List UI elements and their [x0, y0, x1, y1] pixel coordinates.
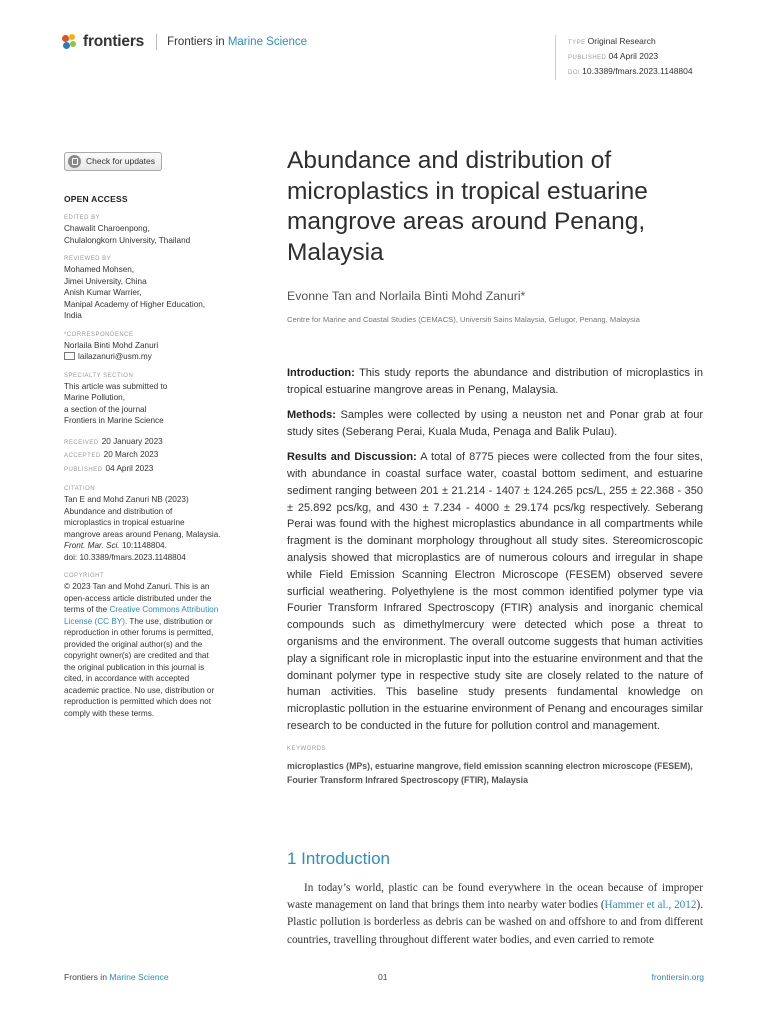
abstract-results: Results and Discussion: A total of 8775 pieces were collected from the four sites, with abundance in coastal surface water, coastal bottom sediment, and estuarine sediment ranging between 201 ± 21.214 - 1407 ± 124.265 pcs/L, 255 ± 22.368 - 350 ± 25.892 pcs/kg, and 430 ± 7.234 - 4000 ± 29.174 pcs/kg respectively. Seberang Perai was found with the highest microplastics abundance in all compartments while fragment is the dominant morphology throughout all study sites. Stereomicroscopic analysis showed that microplastics are of numerous colours and irregular in shape while Field Emission Scanning Electron Microscope (FESEM) observed severe surficial weathering. Polyethylene is the most common identified polymer type via Fourier Transform Infrared Spectroscopy (FTIR) analysis and inorganic chemical compounds such as dimethylmercury were detected which pose a threat to organisms and the environment. The overall outcome suggests that human activities play a significant role in microplastic input into the estuarine environment and that the dominant polymer type in respective study site are closely related to the nature of human activities. This baseline study presents fundamental knowledge on microplastic pollution in the estuarine environment of Penang and encourages similar research to be conducted in the future for pollution control and management. [287, 451, 703, 732]
article-dates: RECEIVED 20 January 2023 ACCEPTED 20 March 2023 PUBLISHED 04 April 2023 [64, 436, 163, 473]
publisher-logo[interactable] [62, 33, 307, 51]
article-meta [555, 35, 693, 80]
mail-icon [64, 352, 75, 360]
citation: CITATION Tan E and Mohd Zanuri NB (2023) Abundance and distribution of microplastics in tropical estuarine mangrove areas around Penang, Malaysia. Front. Mar. Sci. 10:1148804. doi: 10.3389/fmars.2023.1148804 [64, 485, 249, 563]
correspondence: *CORRESPONDENCE Norlaila Binti Mohd Zanuri lailazanuri@usm.my [64, 331, 249, 363]
cc-by-link[interactable]: License (CC BY). [64, 616, 128, 626]
journal-name[interactable]: Frontiers in Marine Science [167, 36, 308, 48]
article-authors: Evonne Tan and Norlaila Binti Mohd Zanuri* [287, 289, 526, 303]
citation-doi[interactable]: doi: 10.3389/fmars.2023.1148804 [64, 552, 186, 562]
keywords-label: KEYWORDS [287, 746, 327, 752]
update-badge-icon [68, 155, 81, 168]
article-sidebar [64, 150, 249, 719]
specialty-section: SPECIALTY SECTION This article was submitted to Marine Pollution, a section of the journal Frontiers in Marine Science [64, 372, 168, 425]
publisher-name: frontiers [83, 33, 145, 50]
abstract-methods: Methods: Samples were collected by using a neuston net and Ponar grab at four study sites (Seberang Perai, Kuala Muda, Penaga and Balik Pulau). [287, 409, 703, 438]
frontiers-logo-icon [62, 34, 78, 50]
footer-journal: Frontiers in Marine Science [64, 972, 169, 982]
author-affiliation: Centre for Marine and Coastal Studies (CEMACS), Universiti Sains Malaysia, Gelugor, Penang, Malaysia [287, 315, 640, 324]
cc-license-link[interactable]: Creative Commons Attribution [109, 605, 219, 614]
reference-link[interactable]: Hammer et al., 2012 [604, 899, 697, 912]
copyright: COPYRIGHT © 2023 Tan and Mohd Zanuri. This is an open-access article distributed under the terms of the Creative Commons Attribution License (CC BY). The use, distribution or reproduction in other forums is permitted, provided the original author(s) and the copyright owner(s) are credited and that the original publication in this journal is cited, in accordance with accepted academic practice. No use, distribution or reproduction is permitted which does not comply with these terms. [64, 573, 219, 718]
keywords: microplastics (MPs), estuarine mangrove, field emission scanning electron microscope (FESEM), Fourier Transform Infrared Spectroscopy (FTIR), Malaysia [287, 761, 693, 785]
page-number: 01 [378, 972, 388, 982]
article-title: Abundance and distribution of microplastics in tropical estuarine mangrove areas around Penang, Malaysia [287, 147, 648, 266]
logo-divider [156, 34, 157, 50]
correspondence-email[interactable]: lailazanuri@usm.my [64, 351, 249, 363]
open-access-label: OPEN ACCESS [64, 193, 128, 204]
edited-by: EDITED BY Chawalit Charoenpong, Chulalongkorn University, Thailand [64, 215, 191, 245]
meta-type: TYPE Original Research [568, 36, 656, 46]
section-heading: 1 Introduction [287, 849, 391, 868]
meta-doi[interactable]: DOI 10.3389/fmars.2023.1148804 [568, 66, 693, 76]
body-paragraph: In today’s world, plastic can be found everywhere in the ocean because of improper waste management on land that brings them into nearby water bodies (Hammer et al., 2012). Plastic pollution is borderless as debris can be washed on and offshore to and from different countries, travelling throughout different water bodies, and even carried to remote [287, 882, 703, 946]
abstract [287, 365, 703, 743]
meta-published: PUBLISHED 04 April 2023 [568, 51, 659, 61]
check-for-updates-button[interactable]: Check for updates [64, 152, 162, 171]
abstract-introduction: Introduction: This study reports the abundance and distribution of microplastics in tropical estuarine mangrove areas in Penang, Malaysia. [287, 367, 703, 396]
reviewed-by: REVIEWED BY Mohamed Mohsen, Jimei University, China Anish Kumar Warrier, Manipal Academy of Higher Education, India [64, 256, 206, 320]
footer-site-link[interactable]: frontiersin.org [651, 972, 704, 982]
